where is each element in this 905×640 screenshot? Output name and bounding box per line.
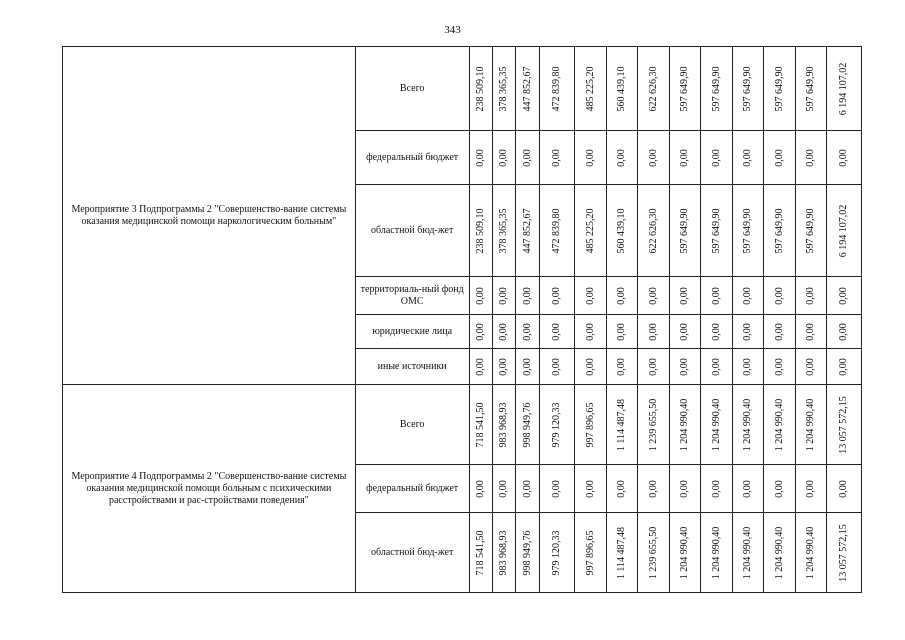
value-text: 0,00 (805, 357, 817, 376)
value-text: 378 365,35 (498, 208, 510, 253)
value-text: 979 120,33 (551, 402, 562, 447)
value-cell (827, 385, 862, 465)
value-text: 1 114 487,48 (616, 526, 628, 579)
value-text: 0,00 (679, 479, 691, 498)
value-text: 0,00 (616, 479, 628, 498)
value-text: 0,00 (584, 357, 596, 376)
value-text: 0,00 (679, 322, 691, 341)
value-text: 0,00 (773, 357, 785, 376)
value-cell (539, 349, 575, 385)
value-text: 0,00 (498, 357, 510, 376)
value-cell (469, 385, 492, 465)
value-text: 0,00 (805, 322, 817, 341)
value-cell (732, 315, 764, 349)
funding-source: областной бюд-жет (355, 185, 469, 277)
value-text: 0,00 (474, 322, 486, 341)
value-text: 0,00 (521, 357, 533, 376)
value-text: 979 120,33 (551, 530, 562, 575)
value-cell (638, 315, 670, 349)
funding-source: Всего (355, 385, 469, 465)
value-text: 0,00 (474, 357, 486, 376)
value-cell (575, 277, 607, 315)
value-cell (539, 465, 575, 513)
value-text: 0,00 (805, 286, 817, 305)
value-cell (575, 385, 607, 465)
value-cell (827, 513, 862, 593)
value-text: 0,00 (498, 479, 510, 498)
value-text: 0,00 (584, 322, 596, 341)
value-cell (638, 277, 670, 315)
value-text: 0,00 (521, 322, 533, 341)
value-text: 0,00 (616, 286, 628, 305)
value-text: 597 649,90 (679, 66, 691, 111)
value-cell (492, 131, 515, 185)
value-text: 0,00 (838, 479, 850, 498)
value-cell (827, 47, 862, 131)
funding-source: федеральный бюджет (355, 465, 469, 513)
value-text: 0,00 (521, 148, 533, 167)
value-cell (516, 47, 539, 131)
value-cell (764, 349, 796, 385)
value-text: 1 239 655,50 (647, 398, 659, 451)
value-text: 0,00 (551, 286, 562, 305)
value-text: 0,00 (773, 286, 785, 305)
value-cell (827, 131, 862, 185)
value-cell (827, 315, 862, 349)
value-cell (516, 315, 539, 349)
value-cell (638, 465, 670, 513)
value-cell (492, 277, 515, 315)
value-text: 0,00 (838, 357, 850, 376)
value-cell (606, 315, 638, 349)
value-text: 1 204 990,40 (805, 526, 817, 579)
value-text: 0,00 (647, 286, 659, 305)
value-cell (516, 185, 539, 277)
value-cell (795, 315, 827, 349)
value-cell (827, 185, 862, 277)
value-cell (701, 465, 733, 513)
value-text: 0,00 (679, 148, 691, 167)
value-cell (575, 131, 607, 185)
value-cell (669, 513, 701, 593)
value-text: 0,00 (616, 322, 628, 341)
value-text: 1 114 487,48 (616, 398, 628, 451)
table-row (63, 385, 862, 465)
value-cell (469, 315, 492, 349)
value-text: 0,00 (474, 479, 486, 498)
value-cell (827, 465, 862, 513)
value-text: 1 204 990,40 (710, 526, 722, 579)
value-cell (469, 349, 492, 385)
value-text: 447 852,67 (521, 66, 533, 111)
value-cell (764, 465, 796, 513)
value-cell (827, 277, 862, 315)
value-cell (701, 513, 733, 593)
funding-source: территориаль-ный фонд ОМС (355, 277, 469, 315)
value-text: 1 204 990,40 (742, 398, 754, 451)
value-cell (606, 47, 638, 131)
value-text: 0,00 (710, 357, 722, 376)
value-cell (764, 385, 796, 465)
value-cell (492, 47, 515, 131)
value-cell (516, 277, 539, 315)
value-cell (469, 47, 492, 131)
value-text: 597 649,90 (679, 208, 691, 253)
value-text: 0,00 (498, 286, 510, 305)
value-text: 0,00 (616, 357, 628, 376)
value-cell (701, 315, 733, 349)
value-text: 0,00 (710, 286, 722, 305)
value-text: 0,00 (742, 286, 754, 305)
value-cell (638, 131, 670, 185)
value-cell (638, 185, 670, 277)
value-cell (764, 131, 796, 185)
value-text: 597 649,90 (805, 208, 817, 253)
value-text: 997 896,65 (584, 402, 596, 447)
value-cell (469, 277, 492, 315)
value-cell (492, 185, 515, 277)
value-cell (669, 131, 701, 185)
value-cell (732, 185, 764, 277)
value-text: 0,00 (521, 479, 533, 498)
value-text: 597 649,90 (710, 208, 722, 253)
value-text: 0,00 (742, 357, 754, 376)
value-cell (795, 47, 827, 131)
value-cell (795, 385, 827, 465)
value-text: 238 509,10 (474, 208, 486, 253)
value-text: 238 509,10 (474, 66, 486, 111)
value-cell (539, 47, 575, 131)
value-text: 0,00 (710, 148, 722, 167)
value-cell (701, 47, 733, 131)
budget-table (62, 46, 862, 593)
value-text: 597 649,90 (742, 66, 754, 111)
value-cell (669, 47, 701, 131)
value-cell (764, 315, 796, 349)
value-text: 597 649,90 (773, 66, 785, 111)
value-cell (701, 185, 733, 277)
value-cell (669, 385, 701, 465)
value-cell (606, 465, 638, 513)
value-cell (606, 385, 638, 465)
value-cell (669, 277, 701, 315)
value-text: 0,00 (710, 479, 722, 498)
value-cell (701, 385, 733, 465)
value-cell (701, 131, 733, 185)
value-text: 0,00 (838, 322, 850, 341)
value-cell (539, 513, 575, 593)
value-text: 0,00 (551, 148, 562, 167)
value-cell (764, 47, 796, 131)
value-cell (606, 131, 638, 185)
value-cell (638, 47, 670, 131)
value-cell (606, 277, 638, 315)
value-cell (764, 185, 796, 277)
value-cell (575, 47, 607, 131)
value-text: 983 968,93 (498, 402, 510, 447)
value-cell (606, 349, 638, 385)
value-text: 6 194 107,02 (838, 62, 850, 115)
value-text: 597 649,90 (805, 66, 817, 111)
value-cell (516, 465, 539, 513)
value-text: 0,00 (647, 357, 659, 376)
value-cell (795, 465, 827, 513)
value-text: 560 439,10 (616, 66, 628, 111)
value-cell (469, 465, 492, 513)
value-cell (827, 349, 862, 385)
value-cell (539, 315, 575, 349)
value-text: 560 439,10 (616, 208, 628, 253)
value-text: 0,00 (498, 322, 510, 341)
funding-source: областной бюд-жет (355, 513, 469, 593)
value-cell (764, 513, 796, 593)
value-cell (516, 349, 539, 385)
value-text: 0,00 (551, 357, 562, 376)
value-cell (732, 465, 764, 513)
value-text: 983 968,93 (498, 530, 510, 575)
value-text: 0,00 (551, 322, 562, 341)
value-text: 0,00 (838, 286, 850, 305)
value-text: 997 896,65 (584, 530, 596, 575)
value-text: 0,00 (584, 148, 596, 167)
value-cell (701, 277, 733, 315)
value-cell (732, 385, 764, 465)
value-text: 0,00 (584, 286, 596, 305)
value-cell (606, 513, 638, 593)
value-cell (701, 349, 733, 385)
value-text: 485 225,20 (584, 66, 596, 111)
value-cell (469, 131, 492, 185)
value-cell (516, 385, 539, 465)
funding-source: федеральный бюджет (355, 131, 469, 185)
value-cell (795, 277, 827, 315)
value-text: 1 204 990,40 (805, 398, 817, 451)
value-text: 0,00 (742, 148, 754, 167)
value-text: 472 839,80 (551, 208, 562, 253)
value-cell (575, 185, 607, 277)
value-text: 0,00 (498, 148, 510, 167)
table-row (63, 47, 862, 131)
value-cell (575, 513, 607, 593)
value-text: 485 225,20 (584, 208, 596, 253)
value-text: 1 204 990,40 (679, 398, 691, 451)
value-cell (638, 513, 670, 593)
value-cell (492, 349, 515, 385)
value-cell (795, 185, 827, 277)
value-cell (764, 277, 796, 315)
event-name: Мероприятие 4 Подпрограммы 2 "Совершенство-вание системы оказания медицинской помощи больным с психическими расстройствами и рас-стройствами поведения" (63, 385, 356, 593)
value-cell (492, 513, 515, 593)
value-text: 0,00 (647, 148, 659, 167)
value-cell (539, 385, 575, 465)
value-text: 13 057 572,15 (838, 395, 850, 454)
funding-source: иные источники (355, 349, 469, 385)
value-cell (575, 465, 607, 513)
value-cell (732, 277, 764, 315)
value-cell (606, 185, 638, 277)
value-cell (539, 131, 575, 185)
value-cell (492, 385, 515, 465)
value-cell (539, 185, 575, 277)
value-text: 998 949,76 (521, 402, 533, 447)
value-cell (669, 185, 701, 277)
value-cell (492, 465, 515, 513)
value-text: 718 541,50 (474, 402, 486, 447)
value-text: 622 626,30 (647, 66, 659, 111)
value-text: 447 852,67 (521, 208, 533, 253)
value-text: 597 649,90 (773, 208, 785, 253)
value-text: 0,00 (647, 479, 659, 498)
value-text: 0,00 (805, 148, 817, 167)
value-cell (575, 315, 607, 349)
value-text: 0,00 (679, 357, 691, 376)
value-text: 6 194 107,02 (838, 204, 850, 257)
value-text: 0,00 (584, 479, 596, 498)
value-text: 0,00 (742, 322, 754, 341)
value-text: 0,00 (742, 479, 754, 498)
value-text: 0,00 (773, 322, 785, 341)
value-text: 1 239 655,50 (647, 526, 659, 579)
page-number: 343 (444, 24, 461, 36)
value-text: 0,00 (616, 148, 628, 167)
value-cell (539, 277, 575, 315)
value-cell (575, 349, 607, 385)
value-text: 0,00 (647, 322, 659, 341)
event-name: Мероприятие 3 Подпрограммы 2 "Совершенство-вание системы оказания медицинской помощи наркологическим больным" (63, 47, 356, 385)
value-text: 0,00 (474, 286, 486, 305)
value-text: 597 649,90 (710, 66, 722, 111)
value-text: 718 541,50 (474, 530, 486, 575)
value-cell (732, 349, 764, 385)
value-cell (516, 131, 539, 185)
value-cell (795, 513, 827, 593)
value-text: 1 204 990,40 (773, 398, 785, 451)
value-text: 472 839,80 (551, 66, 562, 111)
value-cell (732, 47, 764, 131)
value-text: 0,00 (805, 479, 817, 498)
value-text: 1 204 990,40 (679, 526, 691, 579)
value-text: 998 949,76 (521, 530, 533, 575)
value-cell (469, 185, 492, 277)
value-text: 378 365,35 (498, 66, 510, 111)
value-text: 13 057 572,15 (838, 523, 850, 582)
value-text: 0,00 (773, 479, 785, 498)
value-text: 1 204 990,40 (710, 398, 722, 451)
value-cell (732, 131, 764, 185)
value-cell (669, 349, 701, 385)
value-text: 622 626,30 (647, 208, 659, 253)
value-cell (669, 465, 701, 513)
value-text: 0,00 (710, 322, 722, 341)
value-text: 0,00 (551, 479, 562, 498)
value-text: 0,00 (521, 286, 533, 305)
value-text: 0,00 (474, 148, 486, 167)
value-cell (492, 315, 515, 349)
funding-source: юридические лица (355, 315, 469, 349)
value-text: 1 204 990,40 (773, 526, 785, 579)
value-cell (638, 349, 670, 385)
value-text: 1 204 990,40 (742, 526, 754, 579)
value-cell (669, 315, 701, 349)
value-cell (795, 349, 827, 385)
value-text: 0,00 (679, 286, 691, 305)
value-text: 597 649,90 (742, 208, 754, 253)
value-cell (516, 513, 539, 593)
value-cell (795, 131, 827, 185)
value-cell (638, 385, 670, 465)
value-text: 0,00 (838, 148, 850, 167)
value-text: 0,00 (773, 148, 785, 167)
value-cell (469, 513, 492, 593)
funding-source: Всего (355, 47, 469, 131)
value-cell (732, 513, 764, 593)
